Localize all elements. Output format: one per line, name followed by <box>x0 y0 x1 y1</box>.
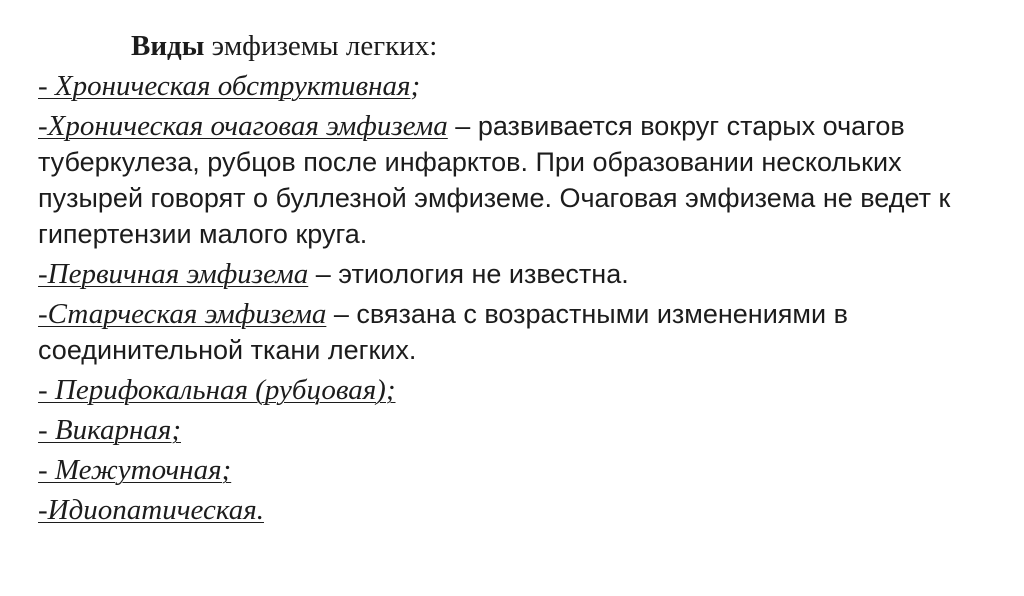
item-term: -Старческая эмфизема <box>38 298 327 330</box>
item-description: – связана с возрастными изменениями в соединительной ткани легких. <box>38 299 848 365</box>
list-item-vicarious <box>38 412 1008 448</box>
list-item-primary <box>38 256 1008 292</box>
item-term: - Хроническая обструктивная <box>38 70 411 102</box>
title-rest: эмфиземы легких: <box>204 30 438 62</box>
list-item-chronic-focal <box>38 108 1008 252</box>
item-term: -Первичная эмфизема <box>38 258 309 290</box>
item-term: -Идиопатическая. <box>38 494 264 526</box>
item-term: - Викарная; <box>38 414 181 446</box>
list-item-idiopathic <box>38 492 1008 528</box>
slide-content <box>38 26 1008 532</box>
item-description: – этиология не известна. <box>308 259 629 289</box>
slide-title <box>38 26 1008 66</box>
item-term: - Перифокальная (рубцовая); <box>38 374 396 406</box>
item-description: – развивается вокруг старых очагов туберкулеза, рубцов после инфарктов. При образовании нескольких пузырей говорят о буллезной эмфиземе. Очаговая эмфизема не ведет к гипертензии малого круга. <box>38 111 951 249</box>
list-item-chronic-obstructive <box>38 68 1008 104</box>
item-term: -Хроническая очаговая эмфизема <box>38 110 448 142</box>
item-term: - Межуточная; <box>38 454 232 486</box>
list-item-perifocal <box>38 372 1008 408</box>
title-bold: Виды <box>131 30 205 62</box>
list-item-senile <box>38 296 1008 368</box>
item-suffix: ; <box>410 70 421 102</box>
list-item-interstitial <box>38 452 1008 488</box>
